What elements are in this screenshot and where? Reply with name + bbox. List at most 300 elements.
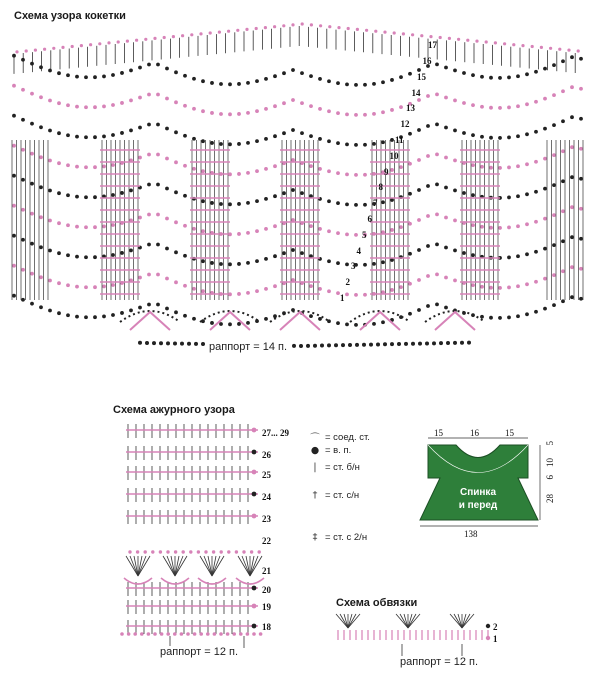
yoke-base-chain bbox=[467, 341, 471, 345]
openwork-row-number: 25 bbox=[262, 470, 271, 480]
yoke-row-number: 6 bbox=[367, 214, 372, 224]
yoke-top-chain bbox=[301, 22, 304, 25]
yoke-chain-dot bbox=[12, 294, 16, 298]
yoke-chain-dot bbox=[345, 112, 349, 116]
yoke-chain-dot bbox=[255, 259, 259, 263]
yoke-chain-dot bbox=[84, 195, 88, 199]
yoke-chain-dot bbox=[354, 173, 358, 177]
yoke-base-chain bbox=[411, 342, 415, 346]
yoke-chain-dot bbox=[435, 242, 439, 246]
openwork-base-chain bbox=[219, 632, 223, 636]
yoke-top-chain bbox=[328, 25, 331, 28]
yoke-chain-dot bbox=[183, 104, 187, 108]
yoke-chain-dot bbox=[516, 164, 520, 168]
yoke-chain-dot bbox=[120, 311, 124, 315]
yoke-top-chain bbox=[172, 35, 175, 38]
yoke-chain-dot bbox=[570, 115, 574, 119]
yoke-chain-dot bbox=[237, 112, 241, 116]
yoke-chain-dot bbox=[444, 246, 448, 250]
yoke-chain-dot bbox=[552, 213, 556, 217]
yoke-chain-dot bbox=[174, 280, 178, 284]
pattern-label-line1: Спинка bbox=[459, 487, 496, 498]
yoke-chain-dot bbox=[435, 122, 439, 126]
yoke-chain-dot bbox=[84, 225, 88, 229]
yoke-chain-dot bbox=[111, 163, 115, 167]
yoke-chain-dot bbox=[507, 256, 511, 260]
yoke-chain-dot bbox=[399, 105, 403, 109]
yoke-top-chain bbox=[558, 48, 561, 51]
yoke-chain-dot bbox=[300, 101, 304, 105]
openwork-arch-dot bbox=[136, 550, 139, 553]
legend-text: = в. п. bbox=[325, 445, 352, 456]
yoke-chain-dot bbox=[192, 167, 196, 171]
yoke-chain-dot bbox=[111, 223, 115, 227]
yoke-chain-dot bbox=[111, 253, 115, 257]
yoke-chain-dot bbox=[192, 137, 196, 141]
yoke-chain-dot bbox=[48, 189, 52, 193]
yoke-chain-dot bbox=[345, 82, 349, 86]
yoke-chain-dot bbox=[282, 71, 286, 75]
yoke-chain-dot bbox=[255, 139, 259, 143]
yoke-chain-dot bbox=[39, 215, 43, 219]
yoke-chain-dot bbox=[444, 156, 448, 160]
yoke-chain-dot bbox=[498, 166, 502, 170]
legend-text: = соед. ст. bbox=[325, 431, 370, 443]
openwork-turn-dot bbox=[252, 586, 257, 591]
openwork-base-chain bbox=[213, 632, 217, 636]
yoke-chain-dot bbox=[93, 105, 97, 109]
yoke-chain-dot bbox=[417, 98, 421, 102]
yoke-chain-dot bbox=[201, 139, 205, 143]
yoke-top-chain bbox=[15, 50, 18, 53]
yoke-chain-dot bbox=[201, 289, 205, 293]
yoke-chain-dot bbox=[489, 76, 493, 80]
yoke-chain-dot bbox=[66, 283, 70, 287]
yoke-chain-dot bbox=[444, 306, 448, 310]
yoke-chain-dot bbox=[471, 253, 475, 257]
yoke-chain-dot bbox=[471, 133, 475, 137]
yoke-chain-dot bbox=[426, 274, 430, 278]
yoke-chain-dot bbox=[345, 202, 349, 206]
yoke-top-chain bbox=[126, 40, 129, 43]
yoke-top-chain bbox=[43, 48, 46, 51]
yoke-chain-dot bbox=[372, 112, 376, 116]
yoke-chain-dot bbox=[435, 152, 439, 156]
yoke-chain-dot bbox=[390, 288, 394, 292]
yoke-row-number: 9 bbox=[384, 166, 389, 177]
yoke-chain-dot bbox=[354, 83, 358, 87]
yoke-chain-dot bbox=[543, 67, 547, 71]
yoke-chain-dot bbox=[48, 159, 52, 163]
yoke-chain-dot bbox=[147, 183, 151, 187]
yoke-base-chain bbox=[355, 343, 359, 347]
yoke-base-chain bbox=[152, 341, 156, 345]
yoke-top-chain bbox=[52, 47, 55, 50]
yoke-chain-dot bbox=[219, 322, 223, 326]
openwork-base-chain bbox=[259, 632, 263, 636]
yoke-top-chain bbox=[577, 49, 580, 52]
yoke-chain-dot bbox=[75, 195, 79, 199]
yoke-chain-dot bbox=[102, 225, 106, 229]
yoke-chain-dot bbox=[201, 109, 205, 113]
yoke-chain-dot bbox=[93, 225, 97, 229]
openwork-row-number: 23 bbox=[262, 514, 271, 524]
yoke-chain-dot bbox=[21, 88, 25, 92]
yoke-chain-dot bbox=[525, 252, 529, 256]
yoke-chain-dot bbox=[363, 203, 367, 207]
yoke-top-chain bbox=[273, 25, 276, 28]
yoke-chain-dot bbox=[228, 82, 232, 86]
yoke-row-number: 15 bbox=[417, 71, 426, 82]
yoke-chain-dot bbox=[111, 313, 115, 317]
yoke-chain-dot bbox=[363, 83, 367, 87]
yoke-chain-dot bbox=[21, 238, 25, 242]
yoke-chain-dot bbox=[336, 111, 340, 115]
yoke-chain-dot bbox=[561, 209, 565, 213]
yoke-chain-dot bbox=[471, 223, 475, 227]
yoke-chain-dot bbox=[372, 322, 376, 326]
yoke-chain-dot bbox=[21, 298, 25, 302]
yoke-chain-dot bbox=[174, 190, 178, 194]
yoke-chain-dot bbox=[561, 239, 565, 243]
yoke-chain-dot bbox=[39, 95, 43, 99]
yoke-chain-dot bbox=[462, 251, 466, 255]
openwork-title: Схема ажурного узора bbox=[113, 404, 235, 416]
yoke-chain-dot bbox=[120, 131, 124, 135]
yoke-chain-dot bbox=[354, 143, 358, 147]
yoke-base-chain bbox=[376, 342, 380, 346]
pattern-label-line2: и перед bbox=[458, 500, 498, 511]
yoke-chain-dot bbox=[138, 126, 142, 130]
yoke-chain-dot bbox=[210, 141, 214, 145]
yoke-chain-dot bbox=[462, 101, 466, 105]
openwork-row-number: 22 bbox=[262, 536, 271, 546]
yoke-chain-dot bbox=[30, 212, 34, 216]
yoke-top-chain bbox=[319, 24, 322, 27]
yoke-top-chain bbox=[117, 40, 120, 43]
edging-fan-stitch bbox=[454, 614, 462, 628]
yoke-chain-dot bbox=[12, 54, 16, 58]
yoke-base-chain bbox=[369, 343, 373, 347]
yoke-chain-dot bbox=[174, 100, 178, 104]
yoke-base-chain bbox=[425, 341, 429, 345]
yoke-chain-dot bbox=[498, 316, 502, 320]
yoke-chain-dot bbox=[516, 224, 520, 228]
yoke-chain-dot bbox=[525, 192, 529, 196]
yoke-chain-dot bbox=[93, 165, 97, 169]
yoke-row-number: 5 bbox=[362, 229, 367, 240]
yoke-top-chain bbox=[89, 43, 92, 46]
yoke-chain-dot bbox=[291, 68, 295, 72]
yoke-chain-dot bbox=[534, 280, 538, 284]
yoke-chain-dot bbox=[471, 103, 475, 107]
yoke-chain-dot bbox=[228, 322, 232, 326]
yoke-chain-dot bbox=[444, 126, 448, 130]
yoke-chain-dot bbox=[570, 205, 574, 209]
yoke-chain-dot bbox=[75, 315, 79, 319]
double-crochet-symbol: † bbox=[312, 490, 318, 501]
yoke-chain-dot bbox=[390, 168, 394, 172]
yoke-chain-dot bbox=[435, 212, 439, 216]
yoke-chain-dot bbox=[165, 157, 169, 161]
yoke-chain-dot bbox=[102, 285, 106, 289]
yoke-chain-dot bbox=[336, 261, 340, 265]
yoke-base-chain bbox=[166, 341, 170, 345]
yoke-chain-dot bbox=[327, 199, 331, 203]
yoke-row-number: 13 bbox=[406, 103, 415, 114]
openwork-fan-stitch bbox=[130, 556, 138, 576]
yoke-chain-dot bbox=[435, 92, 439, 96]
yoke-chain-dot bbox=[300, 191, 304, 195]
yoke-base-chain bbox=[362, 343, 366, 347]
yoke-chain-dot bbox=[471, 283, 475, 287]
yoke-chain-dot bbox=[174, 70, 178, 74]
yoke-chain-dot bbox=[309, 104, 313, 108]
openwork-row-number: 26 bbox=[262, 450, 271, 460]
openwork-fan-base bbox=[161, 578, 189, 584]
yoke-chain-dot bbox=[246, 141, 250, 145]
openwork-base-chain bbox=[133, 632, 137, 636]
openwork-base-chain bbox=[239, 632, 243, 636]
dim-top-middle: 16 bbox=[470, 428, 479, 438]
yoke-base-chain bbox=[292, 344, 296, 348]
yoke-chain-dot bbox=[165, 307, 169, 311]
yoke-base-chain bbox=[327, 343, 331, 347]
yoke-chain-dot bbox=[48, 279, 52, 283]
yoke-chain-dot bbox=[561, 149, 565, 153]
yoke-chain-dot bbox=[165, 67, 169, 71]
yoke-chain-dot bbox=[525, 282, 529, 286]
yoke-chain-dot bbox=[219, 202, 223, 206]
yoke-chain-dot bbox=[480, 285, 484, 289]
yoke-chain-dot bbox=[210, 261, 214, 265]
yoke-chain-dot bbox=[66, 223, 70, 227]
yoke-chain-dot bbox=[354, 233, 358, 237]
yoke-chain-dot bbox=[192, 287, 196, 291]
yoke-chain-dot bbox=[408, 72, 412, 76]
yoke-chain-dot bbox=[39, 125, 43, 129]
yoke-base-chain bbox=[383, 342, 387, 346]
edging-fan-stitch bbox=[400, 614, 408, 628]
yoke-chain-dot bbox=[66, 73, 70, 77]
yoke-chain-dot bbox=[264, 137, 268, 141]
yoke-chain-dot bbox=[30, 302, 34, 306]
openwork-base-chain bbox=[246, 632, 250, 636]
yoke-chain-dot bbox=[30, 242, 34, 246]
legend-text: = ст. с 2/н bbox=[325, 532, 368, 543]
yoke-top-chain bbox=[209, 31, 212, 34]
yoke-chain-dot bbox=[264, 227, 268, 231]
yoke-pink-peak bbox=[435, 312, 475, 330]
openwork-base-chain bbox=[206, 632, 210, 636]
yoke-top-chain bbox=[181, 34, 184, 37]
yoke-chain-dot bbox=[183, 254, 187, 258]
yoke-chain-dot bbox=[552, 63, 556, 67]
yoke-chain-dot bbox=[147, 153, 151, 157]
yoke-chain-dot bbox=[84, 285, 88, 289]
yoke-chain-dot bbox=[255, 79, 259, 83]
yoke-chain-dot bbox=[525, 162, 529, 166]
yoke-chain-dot bbox=[444, 216, 448, 220]
yoke-chain-dot bbox=[219, 142, 223, 146]
yoke-chain-dot bbox=[48, 309, 52, 313]
yoke-top-chain bbox=[310, 23, 313, 26]
yoke-chain-dot bbox=[435, 272, 439, 276]
yoke-base-chain bbox=[180, 342, 184, 346]
yoke-chain-dot bbox=[255, 109, 259, 113]
yoke-pink-peak bbox=[280, 312, 320, 330]
yoke-top-chain bbox=[291, 23, 294, 26]
openwork-arch-dot bbox=[250, 550, 253, 553]
yoke-chain-dot bbox=[453, 249, 457, 253]
yoke-chain-dot bbox=[417, 218, 421, 222]
openwork-base-chain bbox=[120, 632, 124, 636]
yoke-chain-dot bbox=[84, 135, 88, 139]
yoke-chain-dot bbox=[255, 169, 259, 173]
yoke-chain-dot bbox=[255, 229, 259, 233]
yoke-chain-dot bbox=[246, 171, 250, 175]
yoke-chain-dot bbox=[120, 71, 124, 75]
yoke-top-chain bbox=[494, 41, 497, 44]
yoke-base-chain bbox=[320, 344, 324, 348]
openwork-row-number: 27... 29 bbox=[262, 428, 289, 438]
yoke-chain-dot bbox=[381, 80, 385, 84]
yoke-chain-dot bbox=[381, 200, 385, 204]
yoke-chain-dot bbox=[273, 194, 277, 198]
openwork-turn-dot bbox=[252, 470, 257, 475]
yoke-top-chain bbox=[34, 49, 37, 52]
yoke-top-chain bbox=[439, 36, 442, 39]
openwork-arch-dot bbox=[242, 550, 245, 553]
openwork-fan-stitch bbox=[204, 556, 212, 576]
openwork-base-chain bbox=[252, 632, 256, 636]
yoke-top-chain bbox=[245, 28, 248, 31]
yoke-chain-dot bbox=[462, 191, 466, 195]
yoke-base-chain bbox=[341, 343, 345, 347]
garment-pattern bbox=[420, 438, 540, 526]
yoke-chain-dot bbox=[75, 285, 79, 289]
dim-side-4: 28 bbox=[545, 494, 555, 503]
openwork-base-chain bbox=[226, 632, 230, 636]
yoke-chain-dot bbox=[480, 75, 484, 79]
yoke-chain-dot bbox=[462, 71, 466, 75]
yoke-chain-dot bbox=[66, 313, 70, 317]
yoke-chain-dot bbox=[66, 253, 70, 257]
edging-fan-stitch bbox=[408, 614, 416, 628]
yoke-chain-dot bbox=[147, 303, 151, 307]
yoke-top-chain bbox=[98, 42, 101, 45]
yoke-chain-dot bbox=[84, 255, 88, 259]
yoke-chain-dot bbox=[147, 273, 151, 277]
yoke-chain-dot bbox=[471, 163, 475, 167]
yoke-chain-dot bbox=[516, 194, 520, 198]
yoke-chain-dot bbox=[372, 82, 376, 86]
yoke-chain-dot bbox=[570, 175, 574, 179]
yoke-chain-dot bbox=[48, 249, 52, 253]
yoke-top-chain bbox=[521, 44, 524, 47]
yoke-chain-dot bbox=[66, 163, 70, 167]
yoke-chain-dot bbox=[237, 292, 241, 296]
openwork-base-chain bbox=[153, 632, 157, 636]
yoke-chain-dot bbox=[246, 261, 250, 265]
yoke-chain-dot bbox=[498, 106, 502, 110]
yoke-chain-dot bbox=[264, 197, 268, 201]
openwork-base-chain bbox=[166, 632, 170, 636]
yoke-chain-dot bbox=[390, 228, 394, 232]
yoke-chain-dot bbox=[579, 237, 583, 241]
yoke-chain-dot bbox=[318, 227, 322, 231]
yoke-chain-dot bbox=[543, 247, 547, 251]
yoke-chain-dot bbox=[138, 156, 142, 160]
yoke-base-chain bbox=[446, 341, 450, 345]
yoke-chain-dot bbox=[336, 171, 340, 175]
yoke-chain-dot bbox=[327, 139, 331, 143]
yoke-chain-dot bbox=[255, 199, 259, 203]
edging-chart-marks bbox=[336, 614, 490, 656]
yoke-base-chain bbox=[313, 344, 317, 348]
yoke-chain-dot bbox=[336, 81, 340, 85]
yoke-chain-dot bbox=[453, 159, 457, 163]
yoke-chain-dot bbox=[264, 257, 268, 261]
yoke-chain-dot bbox=[183, 134, 187, 138]
yoke-chain-dot bbox=[102, 315, 106, 319]
yoke-chain-dot bbox=[453, 219, 457, 223]
yoke-chain-dot bbox=[327, 169, 331, 173]
yoke-chain-dot bbox=[138, 216, 142, 220]
edging-fan-stitch bbox=[340, 614, 348, 628]
yoke-chain-dot bbox=[570, 265, 574, 269]
yoke-chain-dot bbox=[228, 202, 232, 206]
yoke-chain-dot bbox=[381, 260, 385, 264]
yoke-top-chain bbox=[374, 30, 377, 33]
yoke-chain-dot bbox=[138, 66, 142, 70]
yoke-chain-dot bbox=[534, 100, 538, 104]
yoke-chain-dot bbox=[273, 134, 277, 138]
yoke-chain-dot bbox=[534, 160, 538, 164]
yoke-top-chain bbox=[356, 28, 359, 31]
yoke-chain-dot bbox=[444, 96, 448, 100]
openwork-fan-stitch bbox=[167, 556, 175, 576]
yoke-chain-dot bbox=[327, 259, 331, 263]
yoke-chain-dot bbox=[201, 169, 205, 173]
openwork-base-chain bbox=[173, 632, 177, 636]
yoke-row-number: 16 bbox=[422, 56, 432, 66]
yoke-chain-dot bbox=[39, 275, 43, 279]
yoke-chain-dot bbox=[111, 103, 115, 107]
yoke-chain-dot bbox=[444, 276, 448, 280]
yoke-chain-dot bbox=[30, 152, 34, 156]
yoke-chain-dot bbox=[39, 185, 43, 189]
yoke-chain-dot bbox=[282, 191, 286, 195]
openwork-fan-base bbox=[198, 578, 226, 584]
yoke-title: Схема узора кокетки bbox=[14, 10, 126, 22]
legend-item bbox=[309, 462, 360, 473]
yoke-chain-dot bbox=[516, 134, 520, 138]
yoke-chain-dot bbox=[417, 128, 421, 132]
yoke-chain-dot bbox=[210, 111, 214, 115]
openwork-arch-dot bbox=[258, 550, 261, 553]
yoke-chain-dot bbox=[129, 189, 133, 193]
yoke-chain-dot bbox=[570, 55, 574, 59]
yoke-chain-dot bbox=[408, 192, 412, 196]
yoke-chain-dot bbox=[39, 245, 43, 249]
yoke-chain-dot bbox=[120, 251, 124, 255]
yoke-top-chain bbox=[512, 43, 515, 46]
yoke-chain-dot bbox=[129, 69, 133, 73]
openwork-turn-dot bbox=[252, 604, 257, 609]
yoke-chain-dot bbox=[552, 183, 556, 187]
yoke-chain-dot bbox=[75, 165, 79, 169]
